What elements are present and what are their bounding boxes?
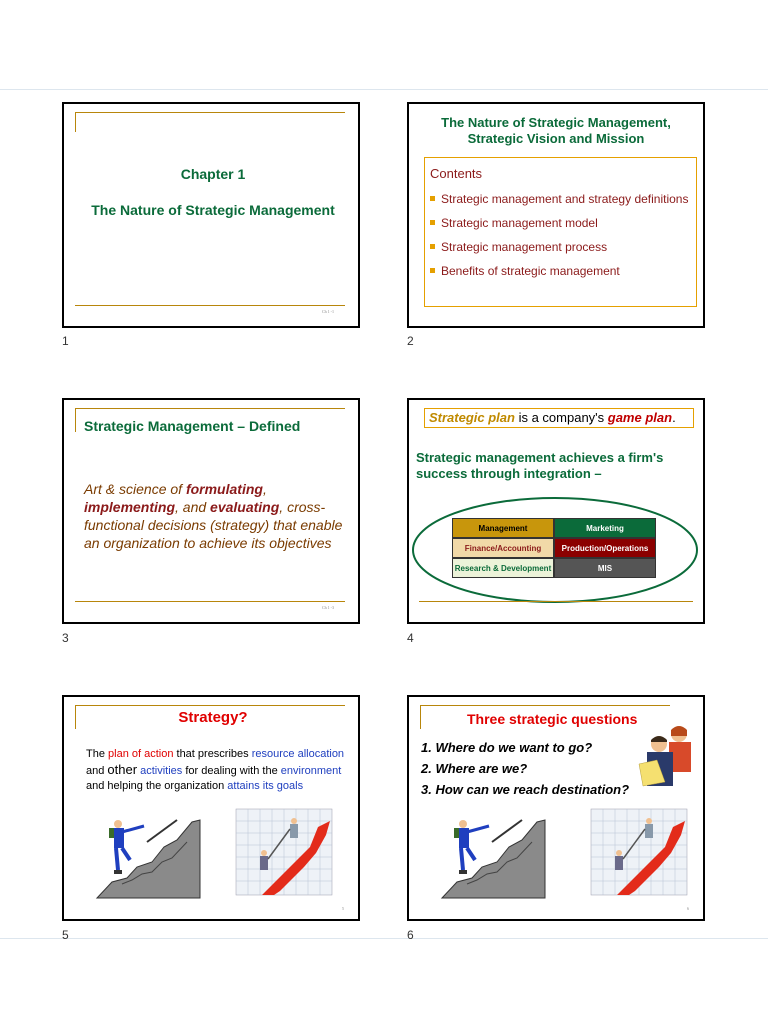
emphasis-implementing: implementing <box>84 499 176 515</box>
game-plan-term: game plan <box>607 410 673 425</box>
slide-frame-left <box>420 705 421 729</box>
slide-frame-bottom <box>419 601 693 602</box>
slide-6[interactable] <box>407 695 705 921</box>
slide-header <box>424 408 694 428</box>
contents-box <box>424 157 697 307</box>
slide-footer: Ch 1 -1 <box>322 309 334 314</box>
emphasis-formulating: formulating <box>185 481 263 497</box>
cell-finance-accounting: Finance/Accounting <box>452 538 554 558</box>
definition-part: , and <box>175 499 211 515</box>
people-reading-illustration <box>635 722 699 792</box>
term-activities: activities <box>140 765 183 777</box>
slide-title-line1: The Nature of Strategic Management, <box>441 115 671 130</box>
cell-mis: MIS <box>554 558 656 578</box>
slide-title: The Nature of Strategic Management <box>91 202 335 218</box>
slide-title: Strategic Management – Defined <box>84 418 301 434</box>
slide-frame-top <box>75 705 345 706</box>
page-number: 4 <box>407 631 414 645</box>
header-text: is a company's <box>514 410 608 425</box>
slide-frame-left <box>75 408 76 432</box>
slide-frame-top <box>420 705 670 706</box>
definition-text <box>84 480 349 552</box>
chapter-label: Chapter 1 <box>180 166 246 182</box>
slide-footer: 5 <box>342 906 344 911</box>
page-number: 2 <box>407 334 414 348</box>
slide-5[interactable] <box>62 695 360 921</box>
page-number: 1 <box>62 334 69 348</box>
bottom-divider <box>0 938 768 939</box>
cell-marketing: Marketing <box>554 518 656 538</box>
list-item: Strategic management process <box>429 240 688 254</box>
slide-footer: Ch 1 -3 <box>322 605 334 610</box>
slide-4[interactable] <box>407 398 705 624</box>
question-item: 3. How can we reach destination? <box>421 782 630 797</box>
top-divider <box>0 89 768 90</box>
slide-1[interactable] <box>62 102 360 328</box>
cell-research-development: Research & Development <box>452 558 554 578</box>
mountain-climber-illustration <box>437 812 547 900</box>
definition-part: that prescribes <box>173 748 252 760</box>
definition-text <box>86 747 351 794</box>
slide-title: Three strategic questions <box>467 711 638 727</box>
slide-frame-bottom <box>75 305 345 306</box>
slide-frame-top <box>75 112 345 113</box>
definition-part: and helping the organization <box>86 780 228 792</box>
term-environment: environment <box>280 765 342 777</box>
header-text: . <box>672 410 676 425</box>
stairs-teamwork-illustration <box>589 807 689 899</box>
slide-2[interactable] <box>407 102 705 328</box>
definition-part: , cross-functional decisions (strategy) that enable an organization to achieve its objectives <box>84 499 343 551</box>
slide-frame-left <box>75 112 76 132</box>
slide-frame-bottom <box>75 601 345 602</box>
slide-title: Strategy? <box>178 709 248 726</box>
definition-part: Art & science of <box>84 481 186 497</box>
stairs-teamwork-illustration <box>234 807 334 899</box>
page-number: 6 <box>407 928 414 942</box>
definition-part: The <box>86 748 109 760</box>
term-resource-allocation: resource allocation <box>251 748 345 760</box>
mountain-climber-illustration <box>92 812 202 900</box>
slide-frame-top <box>75 408 345 409</box>
slide-subtitle: Strategic management achieves a firm's success through integration – <box>416 450 664 481</box>
cell-production-operations: Production/Operations <box>554 538 656 558</box>
list-item: Strategic management and strategy definitions <box>429 192 688 206</box>
list-item: Strategic management model <box>429 216 688 230</box>
contents-list <box>429 192 688 288</box>
slide-3[interactable] <box>62 398 360 624</box>
definition-part: and <box>86 765 108 777</box>
term-attains-its-goals: attains its goals <box>227 780 304 792</box>
definition-part: for dealing with the <box>182 765 281 777</box>
contents-label: Contents <box>430 166 483 181</box>
term-plan-of-action: plan of action <box>108 748 174 760</box>
list-item: Benefits of strategic management <box>429 264 688 278</box>
question-list <box>421 737 629 800</box>
emphasis-evaluating: evaluating <box>210 499 280 515</box>
term-other: other <box>107 762 138 777</box>
page-number: 5 <box>62 928 69 942</box>
slide-footer: 6 <box>687 906 689 911</box>
page-number: 3 <box>62 631 69 645</box>
question-item: 1. Where do we want to go? <box>421 740 593 755</box>
slide-title-line2: Strategic Vision and Mission <box>467 131 645 146</box>
definition-part: , <box>262 481 267 497</box>
strategic-plan-term: Strategic plan <box>429 410 515 425</box>
question-item: 2. Where are we? <box>421 761 528 776</box>
cell-management: Management <box>452 518 554 538</box>
